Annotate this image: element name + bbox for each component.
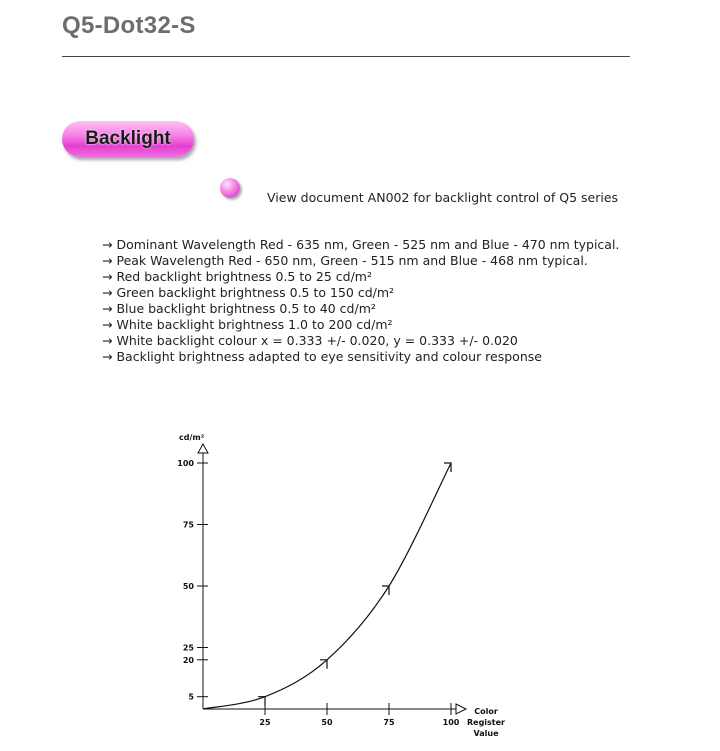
bullet-icon	[220, 178, 240, 198]
y-tick-label: 5	[188, 692, 194, 702]
y-tick-label: 50	[182, 582, 194, 591]
feature-item: → Backlight brightness adapted to eye sensitivity and colour response	[102, 349, 619, 365]
feature-item: → Red backlight brightness 0.5 to 25 cd/m²	[102, 269, 619, 285]
y-tick-label: 100	[177, 459, 194, 468]
feature-list	[102, 237, 619, 365]
x-tick-label: 25	[259, 718, 271, 727]
backlight-section-button[interactable]	[62, 121, 194, 157]
y-tick-label: 25	[182, 643, 194, 653]
y-axis-arrow	[198, 444, 208, 453]
x-axis-title-line: Register	[466, 718, 506, 727]
feature-item: → White backlight colour x = 0.333 +/- 0.020, y = 0.333 +/- 0.020	[102, 333, 619, 349]
y-tick-label: 20	[182, 655, 194, 665]
feature-item: → Green backlight brightness 0.5 to 150 cd/m²	[102, 285, 619, 301]
page-title: Q5-Dot32-S	[62, 12, 196, 39]
doc-link-an002[interactable]: View document AN002 for backlight control of Q5 series	[267, 190, 619, 205]
x-axis-arrow	[456, 704, 466, 714]
x-tick-label: 50	[321, 718, 333, 727]
x-axis-title-line: Value	[473, 729, 499, 738]
feature-item: → Blue backlight brightness 0.5 to 40 cd/m²	[102, 301, 619, 317]
feature-item: → Dominant Wavelength Red - 635 nm, Green - 525 nm and Blue - 470 nm typical.	[102, 237, 619, 253]
x-tick-label: 100	[442, 718, 460, 727]
brightness-curve	[203, 463, 451, 709]
x-axis-title-line: Color	[474, 707, 498, 716]
title-divider	[62, 56, 630, 57]
feature-item: → Peak Wavelength Red - 650 nm, Green - 515 nm and Blue - 468 nm typical.	[102, 253, 619, 269]
y-tick-label: 75	[182, 520, 194, 530]
y-axis-title: cd/m²	[179, 433, 205, 442]
brightness-chart	[150, 422, 510, 751]
backlight-section-label: Backlight	[85, 128, 171, 149]
x-tick-label: 75	[383, 718, 395, 727]
feature-item: → White backlight brightness 1.0 to 200 cd/m²	[102, 317, 619, 333]
